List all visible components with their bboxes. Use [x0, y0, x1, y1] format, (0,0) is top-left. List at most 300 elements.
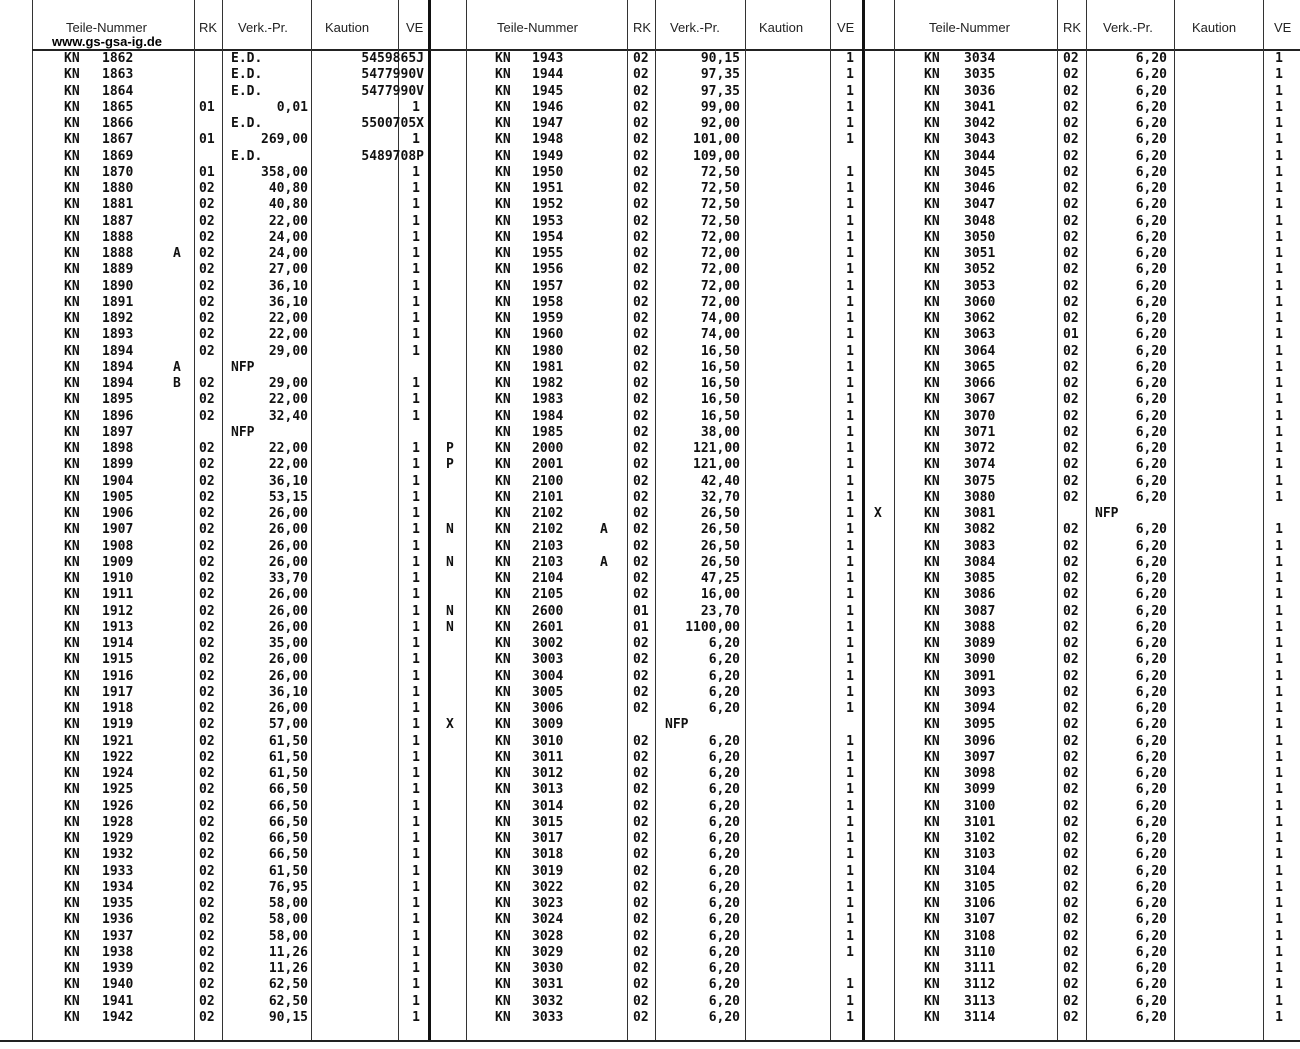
price: 72,50 — [700, 197, 740, 213]
price: 6,20 — [708, 896, 740, 911]
table-row — [32, 246, 430, 262]
price: 90,15 — [268, 1009, 308, 1025]
part-prefix: KN — [495, 993, 511, 1009]
table-row — [430, 945, 864, 961]
price: 26,00 — [268, 506, 308, 521]
table-row — [430, 116, 864, 132]
part-number: 3072 — [964, 441, 996, 456]
rk-code: 02 — [633, 782, 649, 798]
part-number: 3074 — [964, 457, 996, 473]
table-row — [864, 880, 1300, 896]
rk-code: 02 — [199, 587, 215, 603]
ve-value: 1 — [846, 343, 854, 359]
ve-value: 1 — [412, 814, 420, 830]
table-row — [430, 766, 864, 782]
table-row — [430, 912, 864, 928]
ve-value: 1 — [1275, 359, 1283, 375]
price: 6,20 — [1135, 424, 1167, 440]
part-number: 1924 — [102, 766, 134, 781]
table-row — [32, 571, 430, 587]
part-number: 1949 — [532, 148, 564, 164]
part-number: 3041 — [964, 99, 996, 115]
part-number: 3011 — [532, 749, 564, 765]
ve-value: 1 — [846, 847, 854, 863]
rk-code: 02 — [1063, 587, 1079, 603]
part-number: 1914 — [102, 636, 134, 651]
table-row — [864, 51, 1300, 67]
rk-code: 02 — [633, 489, 649, 505]
ve-value: 1 — [412, 343, 420, 359]
rk-code: 02 — [633, 213, 649, 229]
part-number: 1929 — [102, 831, 134, 846]
price: 66,50 — [268, 814, 308, 830]
table-row — [864, 522, 1300, 538]
part-number: 3024 — [532, 912, 564, 928]
part-suffix: A — [600, 522, 608, 538]
part-prefix: KN — [495, 229, 511, 245]
table-row — [430, 636, 864, 652]
ve-value: 1 — [1275, 51, 1283, 66]
part-number: 3034 — [964, 51, 996, 66]
part-prefix: KN — [64, 424, 80, 440]
ve-value: 1 — [412, 571, 420, 586]
part-prefix: KN — [924, 489, 940, 505]
price: 6,20 — [708, 782, 740, 798]
header-rk: RK — [199, 20, 218, 35]
price: 26,00 — [268, 652, 308, 668]
rk-code: 02 — [1063, 294, 1079, 310]
rk-code: 02 — [633, 229, 649, 245]
price-note: E.D. — [231, 116, 263, 131]
price: 26,00 — [268, 603, 308, 619]
part-number: 3014 — [532, 798, 564, 814]
ve-value: 1 — [846, 977, 854, 993]
rk-code: 02 — [633, 863, 649, 879]
table-header — [864, 0, 1300, 51]
part-prefix: KN — [64, 879, 80, 895]
part-number: 3100 — [964, 798, 996, 814]
rk-code: 02 — [633, 798, 649, 814]
rk-code: 02 — [633, 197, 649, 213]
part-number: 1925 — [102, 782, 134, 798]
table-row — [430, 994, 864, 1010]
ve-value: 1 — [1275, 83, 1283, 99]
part-number: 3033 — [532, 1009, 564, 1025]
table-row — [32, 522, 430, 538]
price: 16,50 — [700, 408, 740, 424]
price: 36,10 — [268, 684, 308, 700]
ve-value: 1 — [846, 636, 854, 651]
table-row — [864, 327, 1300, 343]
rk-code: 02 — [199, 798, 215, 814]
rk-code: 02 — [1063, 116, 1079, 131]
part-prefix: KN — [64, 928, 80, 944]
part-number: 3099 — [964, 782, 996, 798]
part-prefix: KN — [64, 847, 80, 863]
price: 269,00 — [261, 132, 308, 148]
part-prefix: KN — [495, 912, 511, 928]
price: 6,20 — [1135, 636, 1167, 651]
rk-code: 02 — [633, 668, 649, 684]
part-prefix: KN — [64, 538, 80, 554]
rk-code: 02 — [633, 262, 649, 278]
part-prefix: KN — [495, 944, 511, 960]
table-row — [430, 149, 864, 165]
price: 6,20 — [708, 798, 740, 814]
rk-code: 02 — [633, 343, 649, 359]
part-number: 3036 — [964, 83, 996, 99]
rk-code: 02 — [633, 327, 649, 343]
price: 6,20 — [1135, 538, 1167, 554]
table-row — [864, 815, 1300, 831]
ve-value: 1 — [1275, 652, 1283, 668]
part-prefix: KN — [64, 311, 80, 326]
part-prefix: KN — [495, 879, 511, 895]
price: 26,00 — [268, 668, 308, 684]
part-number: 3053 — [964, 278, 996, 294]
price: 109,00 — [693, 148, 740, 164]
price: 6,20 — [708, 668, 740, 684]
price: 6,20 — [1135, 701, 1167, 716]
price: 22,00 — [268, 311, 308, 326]
price: 6,20 — [1135, 652, 1167, 668]
part-prefix: KN — [495, 668, 511, 684]
ve-value: 1 — [412, 879, 420, 895]
part-number: 3030 — [532, 961, 564, 976]
part-prefix: KN — [495, 538, 511, 554]
header-price: Verk.-Pr. — [670, 20, 720, 35]
rk-code: 02 — [1063, 554, 1079, 570]
ve-value: 1 — [1275, 961, 1283, 976]
table-row — [430, 409, 864, 425]
rk-code: 02 — [199, 961, 215, 976]
table-row — [32, 701, 430, 717]
price: 72,00 — [700, 294, 740, 310]
price-note: NFP — [665, 717, 689, 733]
part-prefix: KN — [64, 701, 80, 716]
ve-value: 1 — [846, 587, 854, 603]
part-prefix: KN — [924, 571, 940, 586]
part-number: 1934 — [102, 879, 134, 895]
part-number: 3022 — [532, 879, 564, 895]
part-number: 1899 — [102, 457, 134, 473]
part-number: 1939 — [102, 961, 134, 976]
table-row — [864, 636, 1300, 652]
table-row — [32, 100, 430, 116]
part-number: 1866 — [102, 116, 134, 131]
part-number: 3042 — [964, 116, 996, 131]
ve-value: 1 — [846, 944, 854, 960]
part-prefix: KN — [64, 619, 80, 635]
part-number: 3018 — [532, 847, 564, 863]
price: 22,00 — [268, 441, 308, 456]
part-number: 2103 — [532, 538, 564, 554]
ve-value: 1 — [1275, 1009, 1283, 1025]
ve-value: 1 — [1275, 766, 1283, 781]
part-prefix: KN — [64, 229, 80, 245]
ve-value: 1 — [412, 652, 420, 668]
rk-code: 02 — [633, 392, 649, 408]
price: 11,26 — [268, 961, 308, 976]
table-row — [430, 587, 864, 603]
table-row — [32, 994, 430, 1010]
part-prefix: KN — [64, 262, 80, 278]
table-row — [430, 571, 864, 587]
table-block-3 — [864, 0, 1300, 1049]
price-note: E.D. — [231, 51, 263, 66]
table-row — [32, 116, 430, 132]
part-prefix: KN — [64, 392, 80, 408]
rk-code: 02 — [199, 684, 215, 700]
price: 29,00 — [268, 376, 308, 391]
part-number: 1926 — [102, 798, 134, 814]
part-prefix: KN — [495, 701, 511, 716]
rows-1 — [32, 51, 430, 1026]
rk-code: 02 — [633, 766, 649, 781]
ve-value: 1 — [846, 99, 854, 115]
price: 92,00 — [700, 116, 740, 131]
part-number: 1905 — [102, 489, 134, 505]
rk-code: 02 — [1063, 473, 1079, 489]
part-prefix: KN — [924, 619, 940, 635]
table-row — [864, 896, 1300, 912]
table-row — [864, 701, 1300, 717]
ve-value: 1 — [1275, 717, 1283, 733]
part-prefix: KN — [924, 603, 940, 619]
table-row — [430, 701, 864, 717]
rk-code: 02 — [1063, 359, 1079, 375]
part-number: 1958 — [532, 294, 564, 310]
part-number: 3096 — [964, 733, 996, 749]
part-prefix: KN — [924, 148, 940, 164]
rk-code: 02 — [199, 847, 215, 863]
bottom-rule — [0, 1040, 1300, 1042]
price: 6,20 — [1135, 847, 1167, 863]
rk-code: 02 — [1063, 164, 1079, 180]
table-row — [430, 847, 864, 863]
rk-code: 02 — [633, 554, 649, 570]
rk-code: 02 — [1063, 408, 1079, 424]
table-row — [864, 100, 1300, 116]
part-prefix: KN — [924, 408, 940, 424]
part-prefix: KN — [924, 961, 940, 976]
rk-code: 02 — [199, 473, 215, 489]
price: 58,00 — [268, 928, 308, 944]
part-number: 3090 — [964, 652, 996, 668]
table-row — [430, 604, 864, 620]
part-prefix: KN — [64, 944, 80, 960]
ve-value: 1 — [412, 928, 420, 944]
rk-code: 02 — [1063, 148, 1079, 164]
price-note: NFP — [231, 424, 255, 440]
ve-value: 1 — [412, 847, 420, 863]
ve-value: 1 — [1275, 262, 1283, 278]
part-number: 1916 — [102, 668, 134, 684]
ve-value: 1 — [412, 441, 420, 456]
part-prefix: KN — [495, 246, 511, 261]
table-row — [430, 750, 864, 766]
rk-code: 01 — [199, 132, 215, 148]
price: 72,50 — [700, 164, 740, 180]
part-number: 3052 — [964, 262, 996, 278]
rk-code: 02 — [633, 311, 649, 326]
price: 23,70 — [700, 603, 740, 619]
rk-code: 02 — [633, 246, 649, 261]
part-number: 3106 — [964, 896, 996, 911]
price-note: E.D. — [231, 83, 263, 99]
table-row — [32, 945, 430, 961]
part-number: 3085 — [964, 571, 996, 586]
table-row — [864, 67, 1300, 83]
ve-value: 1 — [846, 684, 854, 700]
rk-code: 02 — [633, 944, 649, 960]
header-price: Verk.-Pr. — [238, 20, 288, 35]
part-number: 1983 — [532, 392, 564, 408]
table-row — [864, 831, 1300, 847]
rk-code: 02 — [1063, 457, 1079, 473]
rk-code: 02 — [1063, 636, 1079, 651]
price: 6,20 — [708, 636, 740, 651]
price: 76,95 — [268, 879, 308, 895]
rk-code: 02 — [1063, 766, 1079, 781]
ve-value: 1 — [412, 603, 420, 619]
ve-value: 1 — [1275, 603, 1283, 619]
rk-code: 02 — [1063, 441, 1079, 456]
price: 6,20 — [708, 684, 740, 700]
price: 6,20 — [708, 1009, 740, 1025]
price: 6,20 — [1135, 441, 1167, 456]
part-prefix: KN — [924, 392, 940, 408]
part-number: 3043 — [964, 132, 996, 148]
price: 1100,00 — [685, 619, 740, 635]
part-prefix: KN — [64, 831, 80, 846]
part-number: 3094 — [964, 701, 996, 716]
part-number: 3019 — [532, 863, 564, 879]
price: 36,10 — [268, 278, 308, 294]
rk-code: 02 — [633, 912, 649, 928]
part-number: 1928 — [102, 814, 134, 830]
rk-code: 02 — [1063, 311, 1079, 326]
part-prefix: KN — [924, 977, 940, 993]
table-row — [32, 831, 430, 847]
rk-code: 02 — [1063, 67, 1079, 83]
price: 6,20 — [708, 944, 740, 960]
part-prefix: KN — [495, 587, 511, 603]
ve-value: 1 — [1275, 928, 1283, 944]
price: 22,00 — [268, 327, 308, 343]
part-prefix: KN — [64, 327, 80, 343]
part-prefix: KN — [64, 863, 80, 879]
part-number: 3012 — [532, 766, 564, 781]
ve-value: 1 — [1275, 782, 1283, 798]
rk-code: 02 — [1063, 83, 1079, 99]
part-prefix: KN — [64, 749, 80, 765]
part-prefix: KN — [495, 571, 511, 586]
table-row — [430, 620, 864, 636]
part-number: 1891 — [102, 294, 134, 310]
rk-code: 02 — [199, 441, 215, 456]
part-number: 1912 — [102, 603, 134, 619]
table-row — [32, 717, 430, 733]
part-prefix: KN — [924, 1009, 940, 1025]
ve-value: 1 — [846, 116, 854, 131]
ve-value: 1 — [1275, 441, 1283, 456]
part-number: 3048 — [964, 213, 996, 229]
table-row — [32, 149, 430, 165]
price: 72,00 — [700, 229, 740, 245]
header-rk: RK — [633, 20, 652, 35]
ve-value: 1 — [1275, 977, 1283, 993]
rk-code: 02 — [199, 928, 215, 944]
table-row — [32, 214, 430, 230]
ve-value: 1 — [412, 311, 420, 326]
ve-value: 1 — [412, 376, 420, 391]
table-row — [864, 652, 1300, 668]
rk-code: 02 — [633, 701, 649, 716]
price: 6,20 — [1135, 733, 1167, 749]
part-prefix: KN — [64, 376, 80, 391]
price: 6,20 — [1135, 928, 1167, 944]
part-number: 3013 — [532, 782, 564, 798]
part-prefix: KN — [924, 376, 940, 391]
ve-value: 1 — [1275, 376, 1283, 391]
ve-value: 1 — [412, 473, 420, 489]
price: 24,00 — [268, 229, 308, 245]
ve-value: 1 — [1275, 538, 1283, 554]
part-prefix: KN — [64, 961, 80, 976]
part-prefix: KN — [495, 961, 511, 976]
ve-value: 1 — [846, 51, 854, 66]
price: 6,20 — [1135, 717, 1167, 733]
ve-value: 1 — [1275, 879, 1283, 895]
rk-code: 02 — [1063, 863, 1079, 879]
ve-value: 1 — [412, 863, 420, 879]
part-number: 1953 — [532, 213, 564, 229]
rk-code: 02 — [1063, 814, 1079, 830]
part-prefix: KN — [924, 522, 940, 538]
rk-code: 02 — [1063, 977, 1079, 993]
ve-value: 1 — [846, 83, 854, 99]
rk-code: 02 — [633, 132, 649, 148]
part-prefix: KN — [495, 522, 511, 538]
rk-code: 02 — [1063, 278, 1079, 294]
part-number: 2102 — [532, 506, 564, 521]
table-row — [430, 327, 864, 343]
table-row — [864, 344, 1300, 360]
price: 33,70 — [268, 571, 308, 586]
table-row — [32, 750, 430, 766]
table-row — [32, 181, 430, 197]
rk-code: 02 — [633, 164, 649, 180]
table-row — [864, 734, 1300, 750]
table-row — [32, 360, 430, 376]
rk-code: 02 — [633, 587, 649, 603]
rk-code: 02 — [633, 473, 649, 489]
price-note: NFP — [231, 359, 255, 375]
table-row — [864, 84, 1300, 100]
price: 6,20 — [708, 701, 740, 716]
part-number: 3080 — [964, 489, 996, 505]
price: 6,20 — [1135, 327, 1167, 343]
part-prefix: KN — [495, 717, 511, 733]
ve-value: 1 — [846, 441, 854, 456]
part-prefix: KN — [495, 116, 511, 131]
table-row — [430, 441, 864, 457]
part-prefix: KN — [924, 246, 940, 261]
part-prefix: KN — [924, 116, 940, 131]
part-number: 1898 — [102, 441, 134, 456]
part-prefix: KN — [495, 636, 511, 651]
